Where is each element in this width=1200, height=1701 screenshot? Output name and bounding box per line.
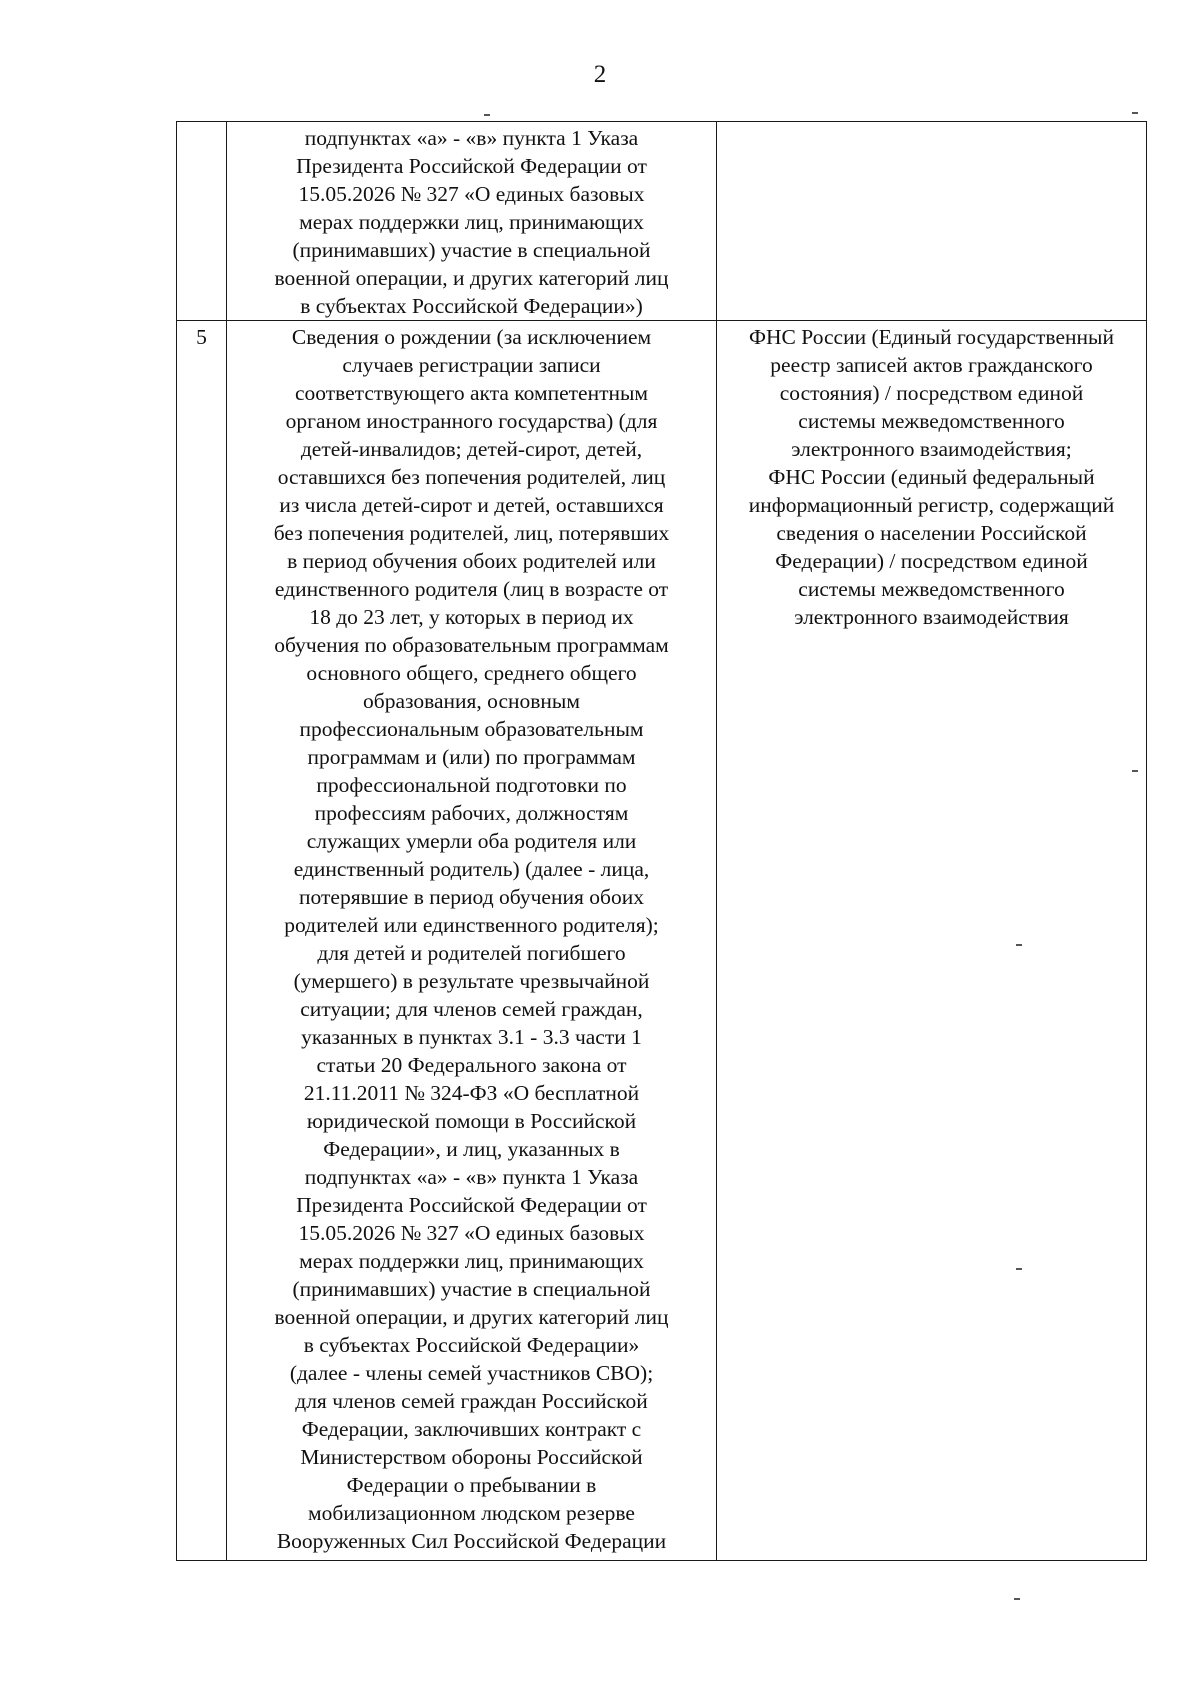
source-cell bbox=[717, 122, 1147, 321]
info-text: подпунктах «а» - «в» пункта 1 Указа Президента Российской Федерации от 15.05.2026 № 327 «О единых базовых мерах поддержки лиц, принимающих (принимавших) участие в специальной военной операции, и других категорий лиц в субъектах Российской Федерации») bbox=[274, 126, 669, 318]
scan-speck bbox=[1016, 944, 1022, 946]
scan-speck bbox=[1014, 1598, 1020, 1600]
row-number-cell bbox=[177, 321, 227, 1561]
table-row bbox=[177, 122, 1147, 321]
source-text: ФНС России (Единый государственный реестр записей актов гражданского состояния) / посредством единой системы межведомственного электронного взаимодействия; ФНС России (единый федеральный информационный регистр, содержащий сведения о населении Российской Федерации) / посредством единой системы межведомственного электронного взаимодействия bbox=[748, 325, 1115, 629]
page-number: 2 bbox=[593, 61, 607, 88]
scan-speck bbox=[484, 114, 490, 116]
row-number bbox=[177, 122, 226, 124]
info-cell bbox=[227, 321, 717, 1561]
scan-speck bbox=[1132, 112, 1138, 114]
document-table bbox=[176, 121, 1147, 1561]
info-text: Сведения о рождении (за исключением случаев регистрации записи соответствующего акта компетентным органом иностранного государства) (для детей-инвалидов; детей-сирот, детей, оставшихся без попечения родителей, лиц из числа детей-сирот и детей, оставшихся без попечения родителей, лиц, потерявших в период обучения обоих родителей или единственного родителя (лиц в возрасте от 18 до 23 лет, у которых в период их обучения по образовательным программам основного общего, среднего общего образования, основным профессиональным образовательным программам и (или) по программам профессиональной подготовки по профессиям рабочих, должностям служащих умерли оба родителя или единственный родитель) (далее - лица, потерявшие в период обучения обоих родителей или единственного родителя); для детей и родителей погибшего (умершего) в результате чрезвычайной ситуации; для членов семей граждан, указанных в пунктах 3.1 - 3.3 части 1 статьи 20 Федерального закона от 21.11.2011 № 324-ФЗ «О бесплатной юридической помощи в Российской Федерации», и лиц, указанных в подпунктах «а» - «в» пункта 1 Указа Президента Российской Федерации от 15.05.2026 № 327 «О единых базовых мерах поддержки лиц, принимающих (принимавших) участие в специальной военной операции, и других категорий лиц в субъектах Российской Федерации» (далее - члены семей участников СВО); для членов семей граждан Российской Федерации, заключивших контракт с Министерством обороны Российской Федерации о пребывании в мобилизационном людском резерве Вооруженных Сил Российской Федерации bbox=[273, 325, 670, 1553]
table-row bbox=[177, 321, 1147, 1561]
source-cell bbox=[717, 321, 1147, 1561]
scan-speck bbox=[1132, 770, 1138, 772]
source-text bbox=[717, 122, 1146, 124]
scan-speck bbox=[1016, 1268, 1022, 1270]
row-number: 5 bbox=[196, 325, 207, 349]
row-number-cell bbox=[177, 122, 227, 321]
info-cell bbox=[227, 122, 717, 321]
